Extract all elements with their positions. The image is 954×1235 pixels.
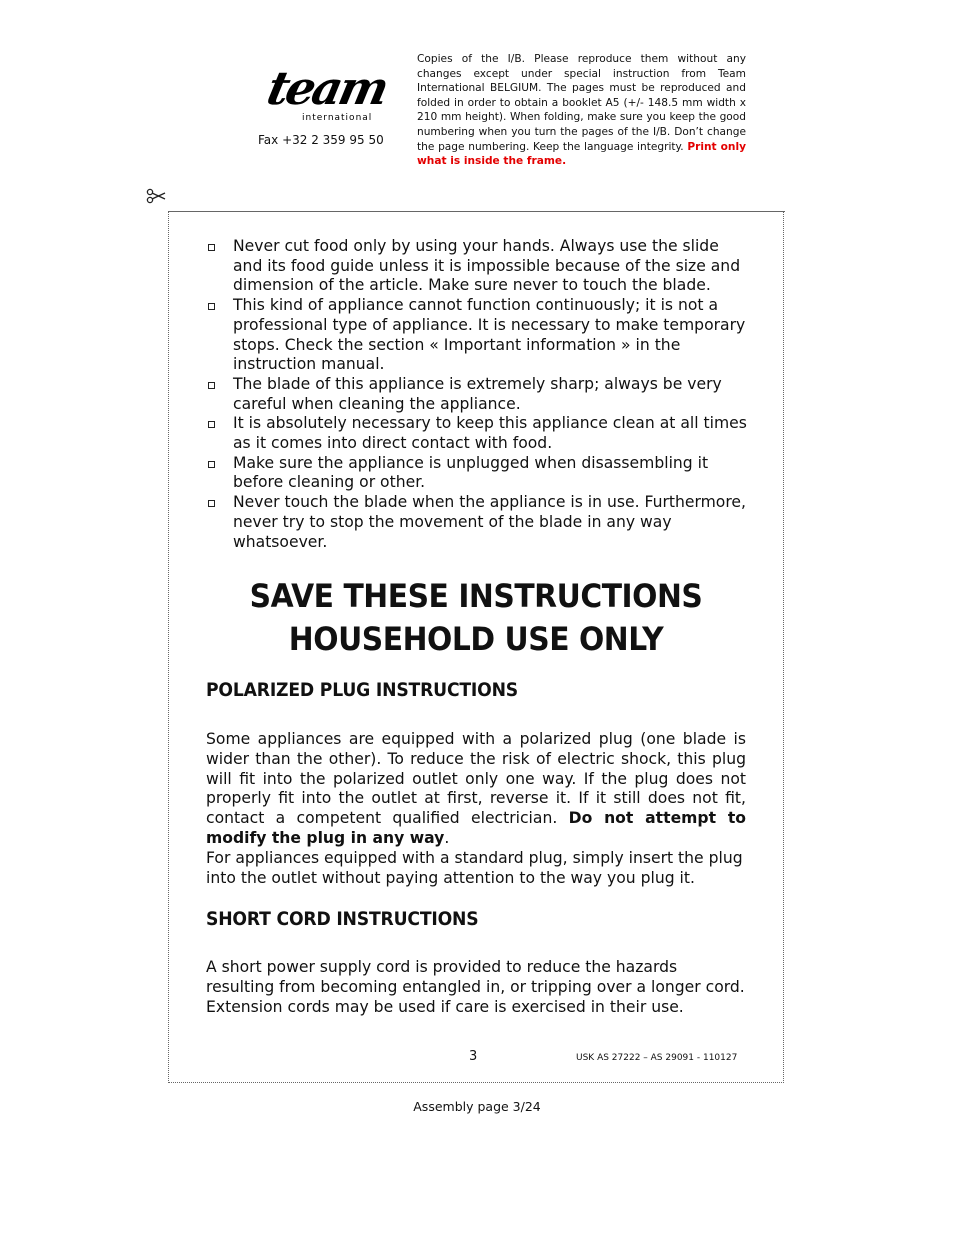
bullet-text: It is absolutely necessary to keep this appliance clean at all times as it comes into direct contact with food. — [233, 414, 747, 453]
checkbox-bullet-icon — [208, 382, 215, 389]
checkbox-bullet-icon — [208, 244, 215, 251]
list-item — [206, 493, 751, 552]
bullet-text: Never touch the blade when the appliance is in use. Furthermore, never try to stop the movement of the blade in any way whatsoever. — [233, 493, 746, 551]
polarized-warning: Do not attempt to modify the plug in any way — [206, 809, 746, 847]
standard-plug-paragraph: For appliances equipped with a standard plug, simply insert the plug into the outlet without paying attention to the way you plug it. — [206, 849, 743, 887]
fax-number: Fax +32 2 359 95 50 — [258, 133, 384, 147]
short-cord-heading: SHORT CORD INSTRUCTIONS — [206, 909, 479, 930]
safety-bullet-list — [206, 237, 751, 552]
list-item — [206, 414, 751, 453]
document-reference: USK AS 27222 – AS 29091 - 110127 — [576, 1053, 738, 1063]
notice-text: Copies of the I/B. Please reproduce them without any changes except under special instruction from Team International BELGIUM. The pages must be reproduced and folded in order to obtain a booklet A5 (+/- 148.5 mm width x 210 mm height). When folding, make sure you keep the good numbering when you turn the pages of the I/B. Don’t change the page numbering. Keep the language integrity. — [417, 53, 746, 153]
scissors-icon — [146, 188, 166, 204]
polarized-heading: POLARIZED PLUG INSTRUCTIONS — [206, 680, 519, 701]
checkbox-bullet-icon — [208, 421, 215, 428]
page-title — [190, 575, 763, 661]
bullet-text: This kind of appliance cannot function continuously; it is not a professional type of appliance. It is necessary to make temporary stops. Check the section « Important information » in the instruction manual. — [233, 296, 746, 374]
list-item — [206, 237, 751, 296]
assembly-page-label: Assembly page 3/24 — [413, 1099, 541, 1114]
team-logo — [262, 52, 392, 124]
list-item — [206, 296, 751, 375]
polarized-end: . — [444, 828, 450, 847]
logo-subtext: international — [302, 113, 373, 123]
bullet-text: The blade of this appliance is extremely sharp; always be very careful when cleaning the appliance. — [233, 374, 722, 413]
logo-wordmark: team — [262, 60, 392, 115]
checkbox-bullet-icon — [208, 500, 215, 507]
bullet-text: Never cut food only by using your hands. Always use the slide and its food guide unless it is impossible because of the size and dimension of the article. Make sure never to touch the blade. — [233, 237, 741, 295]
polarized-text: Some appliances are equipped with a polarized plug (one blade is wider than the other). To reduce the risk of electric shock, this plug will fit into the polarized outlet only one way. If the plug does not properly fit into the outlet at first, reverse it. If it still does not fit, contact a competent qualified electrician. — [206, 730, 746, 828]
bullet-text: Make sure the appliance is unplugged when disassembling it before cleaning or other. — [233, 453, 709, 492]
page-number: 3 — [469, 1049, 478, 1064]
title-line-1: SAVE THESE INSTRUCTIONS — [249, 577, 703, 615]
title-line-2: HOUSEHOLD USE ONLY — [288, 620, 664, 658]
notice-red-text: Print only what is inside the frame. — [417, 140, 746, 168]
short-cord-paragraph: A short power supply cord is provided to reduce the hazards resulting from becoming entangled in, or tripping over a longer cord. Extension cords may be used if care is exercised in their use. — [206, 958, 745, 1016]
polarized-paragraph — [206, 730, 746, 849]
checkbox-bullet-icon — [208, 303, 215, 310]
reproduction-notice — [417, 52, 746, 169]
list-item — [206, 375, 751, 414]
list-item — [206, 454, 751, 493]
checkbox-bullet-icon — [208, 461, 215, 468]
